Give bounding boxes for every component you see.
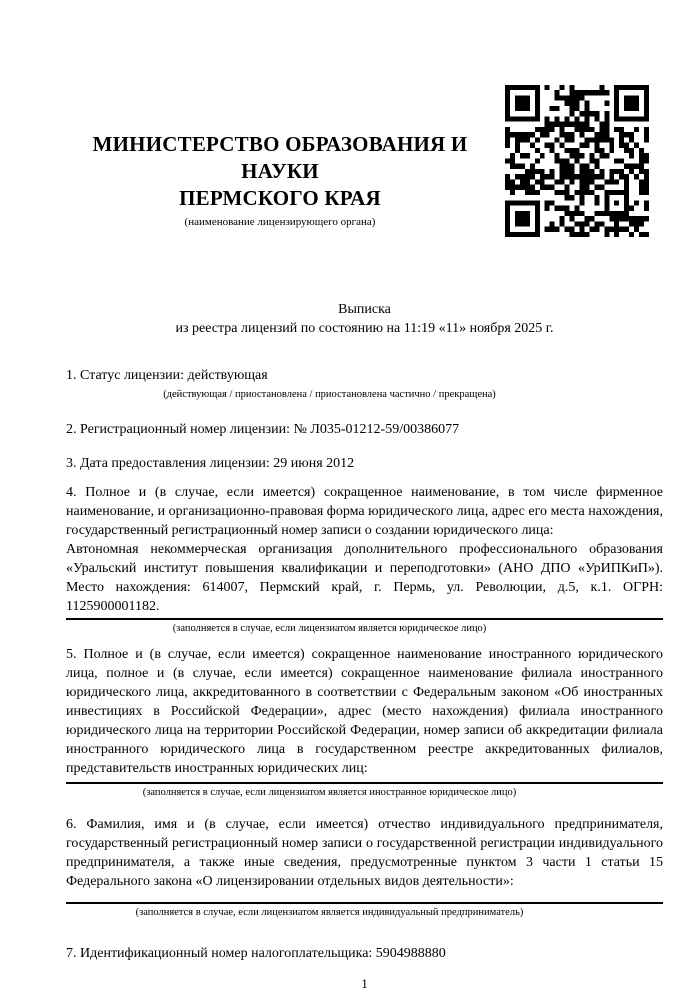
item-license-status: 1. Статус лицензии: действующая: [66, 368, 268, 383]
item-entrepreneur-question: 6. Фамилия, имя и (в случае, если имеется) отчество индивидуального предпринимателя, государственный регистрационный номер записи о государственной регистрации индивидуального предпринимателя, а также иные сведения, предусмотренные пунктом 3 части 1 статьи 15 Федерального закона «О лицензировании отдельных видов деятельности»:: [66, 817, 663, 889]
item-entrepreneur-note: (заполняется в случае, если лицензиатом является индивидуальный предприниматель): [135, 907, 524, 918]
page-number: 1: [361, 976, 368, 989]
item-legal-entity-value: Автономная некоммерческая организация дополнительного профессионального образования «Уральский институт повышения квалификации и переподготовки» (АНО ДПО «УрИПКиП»). Место нахождения: 614007, Пермский край, г. Пермь, ул. Революции, д.5, к.1. ОГРН: 1125900001182.: [66, 542, 663, 614]
ministry-name-line2: ПЕРМСКОГО КРАЯ: [179, 186, 381, 210]
ministry-header: [55, 131, 505, 229]
licensing-authority-note: (наименование лицензирующего органа): [184, 216, 376, 228]
document-title-line2: из реестра лицензий по состоянию на 11:19 «11» ноября 2025 г.: [175, 321, 554, 336]
fill-in-line-entrepreneur: [66, 902, 663, 904]
item-registration-number: 2. Регистрационный номер лицензии: № Л035-01212-59/00386077: [66, 422, 460, 437]
document-title-line1: Выписка: [338, 302, 391, 317]
document-title: [66, 300, 663, 338]
item-taxpayer-number: 7. Идентификационный номер налогоплательщика: 5904988880: [66, 946, 446, 961]
fill-in-line-legal-entity: [66, 618, 663, 620]
item-foreign-entity-note: (заполняется в случае, если лицензиатом является иностранное юридическое лицо): [142, 787, 517, 798]
document-body: [66, 366, 663, 989]
fill-in-line-foreign-entity: [66, 782, 663, 784]
ministry-name-line1: МИНИСТЕРСТВО ОБРАЗОВАНИЯ И НАУКИ: [92, 132, 468, 183]
item-legal-entity-note: (заполняется в случае, если лицензиатом является юридическое лицо): [172, 623, 487, 634]
item-foreign-entity-question: 5. Полное и (в случае, если имеется) сокращенное наименование иностранного юридического лица, полное и (в случае, если имеется) сокращенное наименование филиала иностранного юридического лица, аккредитованного в соответствии с Федеральным законом «Об иностранных инвестициях в Российской Федерации», адрес (место нахождения) филиала иностранного юридического лица на территории Российской Федерации, номер записи об аккредитации филиала иностранного юридического лица в государственном реестре аккредитованных филиалов, представительств иностранных юридических лиц:: [66, 647, 663, 776]
item-license-status-note: (действующая / приостановлена / приостановлена частично / прекращена): [163, 389, 496, 400]
qr-code-icon: [505, 85, 649, 237]
item-license-grant-date: 3. Дата предоставления лицензии: 29 июня 2012: [66, 456, 355, 471]
item-legal-entity-question: 4. Полное и (в случае, если имеется) сокращенное наименование, в том числе фирменное наименование, и организационно-правовая форма юридического лица, адрес его места нахождения, государственный регистрационный номер записи о создании юридического лица:: [66, 485, 663, 538]
